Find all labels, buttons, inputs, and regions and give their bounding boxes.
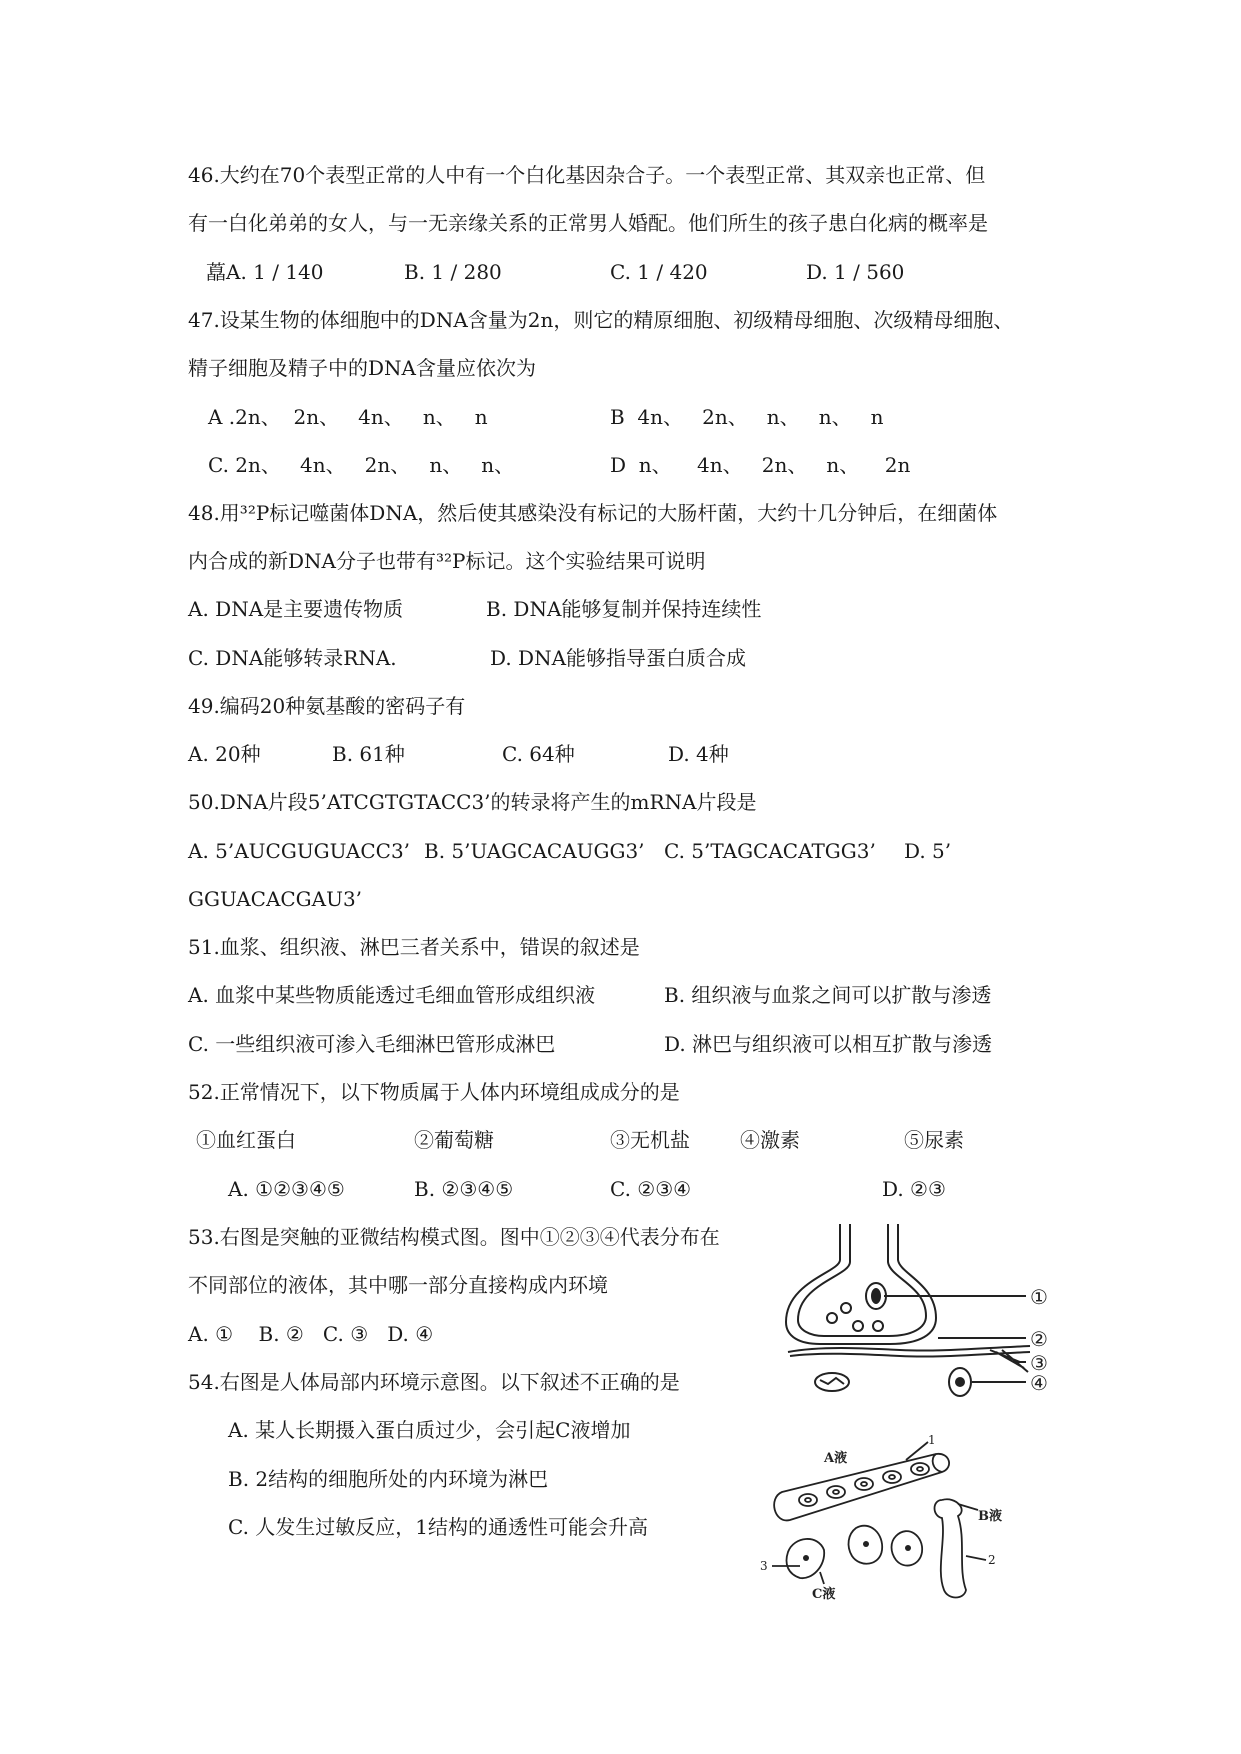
synapse-label-2: ② [1030,1327,1048,1351]
q54-option-b: B. 2结构的细胞所处的内环境为淋巴 [228,1467,549,1491]
q52-item-1: ①血红蛋白 [196,1128,296,1152]
q48-line2: 内合成的新DNA分子也带有³²P标记。这个实验结果可说明 [188,549,706,573]
q48-option-d: D. DNA能够指导蛋白质合成 [490,646,747,670]
synapse-label-4: ④ [1030,1371,1048,1395]
q50-option-c: C. 5’TAGCACATGG3’ [664,839,876,863]
q52-item-3: ③无机盐 [610,1128,690,1152]
q48-option-c: C. DNA能够转录RNA. [188,646,397,670]
q48-line1: 48.用³²P标记噬菌体DNA，然后使其感染没有标记的大肠杆菌，大约十几分钟后，在细菌体 [188,501,998,525]
q51-option-b: B. 组织液与血浆之间可以扩散与渗透 [664,983,992,1007]
q53-line1: 53.右图是突触的亚微结构模式图。图中①②③④代表分布在 [188,1225,720,1249]
q54-option-c: C. 人发生过敏反应，1结构的通透性可能会升高 [228,1515,649,1539]
q46-line1: 46.大约在70个表型正常的人中有一个白化基因杂合子。一个表型正常、其双亲也正常、但 [188,163,986,187]
q52-item-4: ④激素 [740,1128,800,1152]
q46-option-d: D. 1 / 560 [806,260,905,284]
q52-option-b: B. ②③④⑤ [414,1177,514,1201]
q51-line1: 51.血浆、组织液、淋巴三者关系中，错误的叙述是 [188,935,640,959]
fig54-label-2: 2 [988,1553,996,1567]
q49-option-b: B. 61种 [332,742,405,766]
q53-line2: 不同部位的液体，其中哪一部分直接构成内环境 [188,1273,608,1297]
synapse-label-3: ③ [1030,1351,1048,1375]
synapse-diagram [780,1222,1080,1402]
synapse-label-1: ① [1030,1285,1048,1309]
q48-option-a: A. DNA是主要遗传物质 [188,597,404,621]
q52-item-5: ⑤尿素 [904,1128,964,1152]
q49-option-a: A. 20种 [188,742,261,766]
fig54-label-b: B液 [978,1509,1002,1524]
q53-options: A. ① B. ② C. ③ D. ④ [188,1322,434,1346]
fig54-label-1: 1 [928,1433,936,1447]
q50-option-a: A. 5’AUCGUGUACC3’ [188,839,411,863]
internal-environment-diagram [760,1433,1020,1602]
q47-option-d: D n、 4n、 2n、 n、 2n [610,453,911,477]
q52-line1: 52.正常情况下，以下物质属于人体内环境组成成分的是 [188,1080,680,1104]
q52-item-2: ②葡萄糖 [414,1128,494,1152]
q49-option-c: C. 64种 [502,742,575,766]
q54-line1: 54.右图是人体局部内环境示意图。以下叙述不正确的是 [188,1370,680,1394]
q47-option-c: C. 2n、 4n、 2n、 n、 n、 [208,453,515,477]
q49-option-d: D. 4种 [668,742,729,766]
q52-option-c: C. ②③④ [610,1177,692,1201]
q46-option-a: 藠A. 1 / 140 [206,260,324,284]
q51-option-a: A. 血浆中某些物质能透过毛细血管形成组织液 [188,983,596,1007]
q50-option-d-continued: GGUACACGAU3’ [188,887,363,911]
q47-option-a: A .2n、 2n、 4n、 n、 n [208,405,488,429]
fig54-label-a: A液 [824,1451,848,1466]
fig54-label-3: 3 [760,1559,768,1573]
q46-option-b: B. 1 / 280 [404,260,502,284]
q50-option-b: B. 5’UAGCACAUGG3’ [424,839,645,863]
q50-option-d: D. 5’ [904,839,952,863]
q46-option-c: C. 1 / 420 [610,260,708,284]
q47-option-b: B 4n、 2n、 n、 n、 n [610,405,884,429]
q51-option-d: D. 淋巴与组织液可以相互扩散与渗透 [664,1032,993,1056]
fig54-label-c: C液 [812,1587,836,1602]
q54-option-a: A. 某人长期摄入蛋白质过少，会引起C液增加 [228,1418,631,1442]
q52-option-d: D. ②③ [882,1177,946,1201]
q51-option-c: C. 一些组织液可渗入毛细淋巴管形成淋巴 [188,1032,556,1056]
q50-line1: 50.DNA片段5’ATCGTGTACC3’的转录将产生的mRNA片段是 [188,790,757,814]
q52-option-a: A. ①②③④⑤ [228,1177,345,1201]
q46-line2: 有一白化弟弟的女人，与一无亲缘关系的正常男人婚配。他们所生的孩子患白化病的概率是 [188,211,988,235]
q49-line1: 49.编码20种氨基酸的密码子有 [188,694,466,718]
q47-line1: 47.设某生物的体细胞中的DNA含量为2n，则它的精原细胞、初级精母细胞、次级精母细胞、 [188,308,1014,332]
q47-line2: 精子细胞及精子中的DNA含量应依次为 [188,356,536,380]
q48-option-b: B. DNA能够复制并保持连续性 [486,597,762,621]
